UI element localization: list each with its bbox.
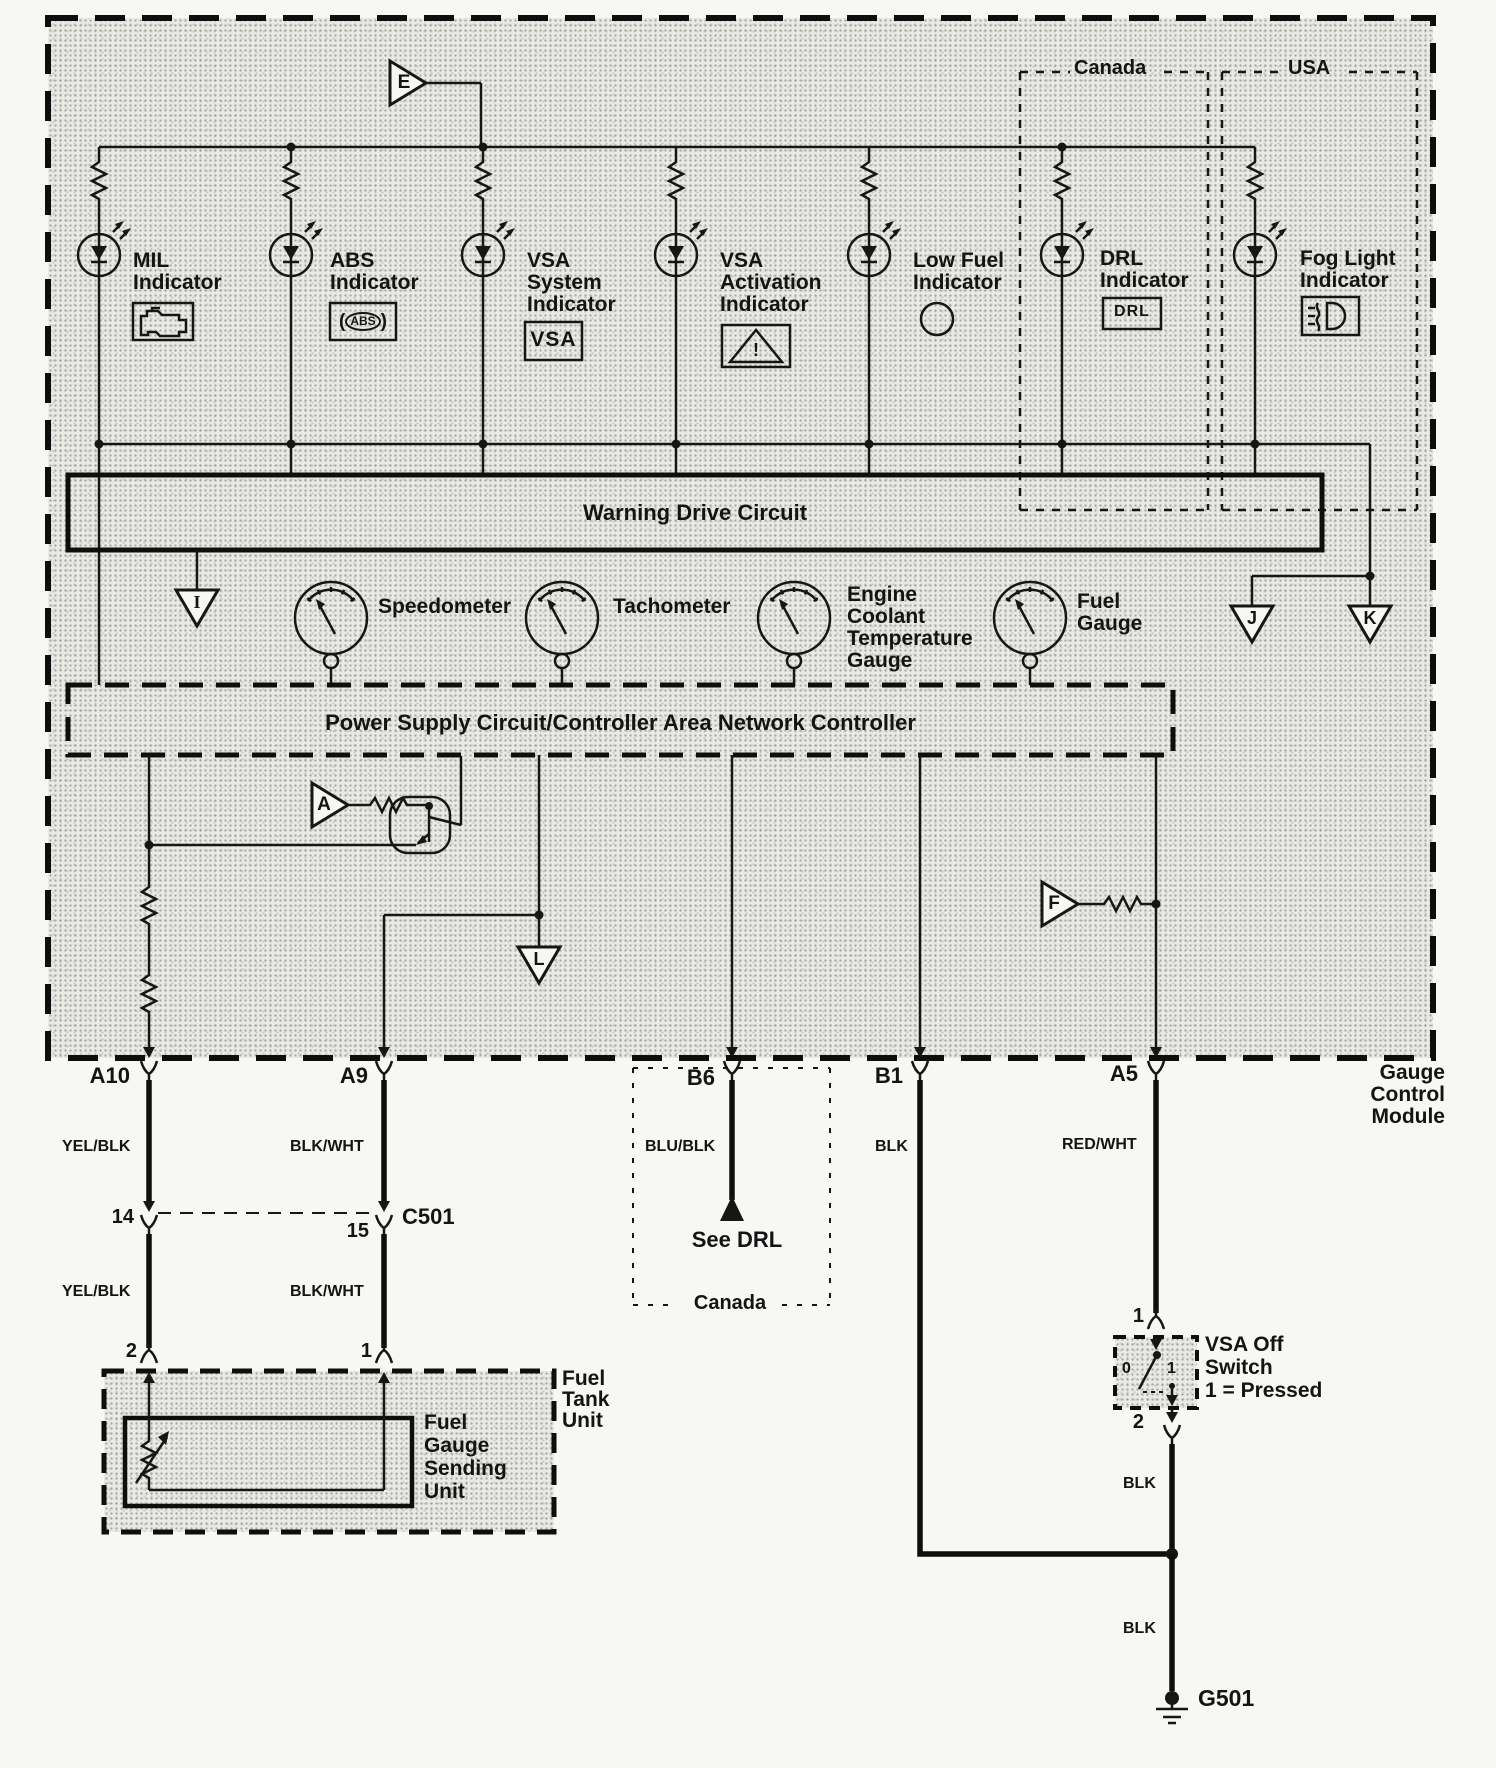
fog-light-indicator-column <box>1234 147 1287 475</box>
connector-letter-i: I <box>193 592 201 612</box>
fuel-circle-icon <box>921 303 953 335</box>
drl-badge-text: DRL <box>1114 303 1150 320</box>
module-name-line-1: Gauge <box>1379 1061 1445 1084</box>
tachometer-label: Tachometer <box>613 595 731 618</box>
mil-indicator-label-1: MIL <box>133 249 170 272</box>
switch-out-wire-color: BLK <box>1123 1475 1156 1492</box>
a10-wire-color-upper: YEL/BLK <box>62 1138 131 1155</box>
low-fuel-led-icon <box>848 221 901 276</box>
fog-lamp-icon <box>1308 303 1345 331</box>
a9-wire-color-upper: BLK/WHT <box>290 1138 364 1155</box>
abs-paren-open: ( <box>339 310 346 332</box>
vsa-system-indicator-label-2: System <box>527 271 602 294</box>
warning-drive-circuit-title: Warning Drive Circuit <box>582 500 808 525</box>
c501-pin-14: 14 <box>111 1206 134 1228</box>
connector-letter-k: K <box>1363 608 1377 628</box>
fuel-tank-label-3: Unit <box>562 1409 603 1432</box>
mil-led-icon <box>78 221 131 276</box>
tachometer-gauge-icon <box>526 582 598 685</box>
vsa-system-indicator-column <box>462 147 515 475</box>
a9-wire-color-lower: BLK/WHT <box>290 1283 364 1300</box>
speedometer-gauge-icon <box>295 582 367 685</box>
canada-bottom-label: Canada <box>693 1292 767 1314</box>
usa-top-label: USA <box>1288 57 1331 79</box>
pin-a5-label: A5 <box>1109 1061 1138 1086</box>
connector-letter-e: E <box>397 72 411 93</box>
mil-indicator-column <box>78 147 131 685</box>
warning-triangle-exclamation: ! <box>753 340 759 360</box>
fog-light-led-icon <box>1234 221 1287 276</box>
ground-symbol-g501 <box>1156 1691 1188 1723</box>
ect-gauge-label-2: Coolant <box>847 605 926 628</box>
sender-label-2: Gauge <box>424 1434 490 1457</box>
tank-pin-1: 1 <box>360 1340 372 1362</box>
vsa-activation-led-icon <box>655 221 708 276</box>
vsa-switch-label-3: 1 = Pressed <box>1205 1379 1323 1402</box>
c501-pin-15: 15 <box>346 1220 369 1242</box>
see-drl-label: See DRL <box>691 1227 783 1252</box>
connector-letter-j: J <box>1246 608 1257 628</box>
ect-gauge-label-1: Engine <box>847 583 918 606</box>
sender-label-4: Unit <box>424 1480 465 1503</box>
vsa-activation-indicator-column <box>655 147 708 475</box>
sending-unit-circuit <box>136 1382 384 1490</box>
pin-b6-label: B6 <box>686 1065 715 1090</box>
switch-pos-1: 1 <box>1167 1360 1176 1377</box>
low-fuel-indicator-label-1: Low Fuel <box>913 249 1004 272</box>
module-name-line-2: Control <box>1370 1083 1445 1106</box>
pin-b1-label: B1 <box>874 1063 903 1088</box>
fuel-gauge-label-2: Gauge <box>1077 612 1143 635</box>
vsa-switch-label-2: Switch <box>1205 1356 1273 1379</box>
fog-light-indicator-label-2: Indicator <box>1300 269 1389 292</box>
speedometer-label: Speedometer <box>378 595 512 618</box>
drl-indicator-label-1: DRL <box>1100 247 1144 270</box>
vsa-system-led-icon <box>462 221 515 276</box>
engine-icon <box>141 308 186 336</box>
a5-wire-color: RED/WHT <box>1062 1136 1137 1153</box>
a10-branch <box>142 755 461 1058</box>
drl-led-icon <box>1041 221 1094 276</box>
abs-led-icon <box>270 221 323 276</box>
g501-label: G501 <box>1198 1685 1255 1711</box>
drl-indicator-column <box>1041 147 1094 475</box>
vsa-switch-label-1: VSA Off <box>1205 1333 1284 1356</box>
low-fuel-indicator-label-2: Indicator <box>913 271 1002 294</box>
sender-label-1: Fuel <box>424 1411 468 1434</box>
pin-a10-label: A10 <box>89 1063 130 1088</box>
fuel-gauge-sending-unit-box <box>125 1418 412 1506</box>
canada-top-label: Canada <box>1074 57 1147 79</box>
vsa-activation-indicator-label-2: Activation <box>720 271 822 294</box>
module-name-line-3: Module <box>1371 1105 1445 1128</box>
sender-label-3: Sending <box>424 1457 507 1480</box>
vsa-badge-text: VSA <box>530 328 577 351</box>
abs-indicator-label-2: Indicator <box>330 271 419 294</box>
vsa-system-indicator-label-1: VSA <box>527 249 571 272</box>
a10-wire-color-lower: YEL/BLK <box>62 1283 131 1300</box>
vsa-system-indicator-label-3: Indicator <box>527 293 616 316</box>
pin-a9-label: A9 <box>339 1063 368 1088</box>
abs-icon-core: ABS <box>345 312 380 331</box>
fuel-gauge-label-1: Fuel <box>1077 590 1121 613</box>
switch-pos-0: 0 <box>1122 1360 1131 1377</box>
fog-light-indicator-label-1: Fog Light <box>1300 247 1396 270</box>
switch-pin-1: 1 <box>1132 1305 1144 1327</box>
see-drl-arrow <box>720 1196 744 1221</box>
ect-gauge-label-4: Gauge <box>847 649 913 672</box>
connector-letter-a: A <box>317 794 331 815</box>
c501-label: C501 <box>402 1204 455 1229</box>
abs-icon-text <box>330 303 396 340</box>
abs-indicator-label-1: ABS <box>330 249 375 272</box>
gauge-control-module-border <box>48 18 1433 1058</box>
fuel-tank-label-1: Fuel <box>562 1367 606 1390</box>
switch-pin-2: 2 <box>1132 1411 1144 1433</box>
tank-pin-2: 2 <box>125 1340 137 1362</box>
abs-paren-close: ) <box>380 310 387 332</box>
connector-letter-l: L <box>533 949 545 969</box>
ground-wire-color: BLK <box>1123 1620 1156 1637</box>
mil-indicator-label-2: Indicator <box>133 271 222 294</box>
connector-letter-f: F <box>1048 893 1060 914</box>
coolant-temp-gauge-icon <box>758 582 830 685</box>
vsa-activation-indicator-label-3: Indicator <box>720 293 809 316</box>
power-supply-title: Power Supply Circuit/Controller Area Network Controller <box>325 710 916 735</box>
fuel-gauge-icon <box>994 582 1066 685</box>
ect-gauge-label-3: Temperature <box>847 627 973 650</box>
fuel-tank-label-2: Tank <box>562 1388 610 1411</box>
b6-wire-color: BLU/BLK <box>645 1138 716 1155</box>
low-fuel-indicator-column <box>848 147 901 475</box>
drl-indicator-label-2: Indicator <box>1100 269 1189 292</box>
b1-wire-color: BLK <box>875 1138 908 1155</box>
abs-indicator-column <box>270 147 323 475</box>
vsa-activation-indicator-label-1: VSA <box>720 249 764 272</box>
